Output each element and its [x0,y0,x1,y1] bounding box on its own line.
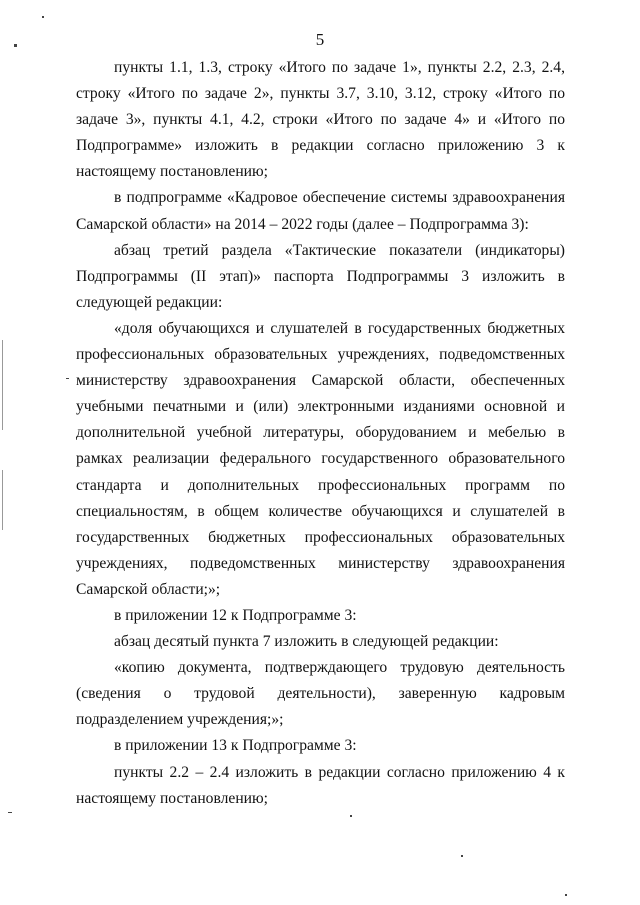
scan-dot [66,378,69,379]
page-number: 5 [315,30,325,49]
scan-dot [565,894,567,896]
scan-dot [14,44,17,47]
paragraph: абзац третий раздела «Тактические показатели (индикаторы) Подпрограммы (II этап)» паспорта Подпрограммы 3 изложить в следующей редакции: [76,241,565,311]
paragraph: пункты 1.1, 1.3, строку «Итого по задаче 1», пункты 2.2, 2.3, 2.4, строку «Итого по задаче 2», пункты 3.7, 3.10, 3.12, строку «Итого по задаче 3», пункты 4.1, 4.2, строки «Итого по задаче 4» и «Итого по Подпрограмме» изложить в редакции согласно приложению 3 к настоящему постановлению; [76,59,565,181]
scan-dot [42,16,44,18]
paragraph: пункты 2.2 – 2.4 изложить в редакции согласно приложению 4 к настоящему постановлению; [76,763,565,807]
scan-mark [2,470,3,530]
scan-mark [2,340,3,430]
paragraph: «доля обучающихся и слушателей в государственных бюджетных профессиональных образовательных учреждениях, подведомственных министерству здравоохранения Самарской области, обеспеченных учебными печатными и (или) электронными изданиями основной и дополнительной учебной литературы, оборудованием и мебелью в рамках реализации федерального государственного образовательного стандарта и дополнительных профессиональных программ по специальностям, в общем количестве обучающихся и слушателей в государственных бюджетных профессиональных образовательных учреждениях, подведомственных министерству здравоохранения Самарской области;»; [76,319,565,598]
paragraph: в приложении 13 к Подпрограмме 3: [114,737,357,755]
paragraph: в подпрограмме «Кадровое обеспечение системы здравоохранения Самарской области» на 2014 – 2022 годы (далее – Подпрограмма 3): [76,189,565,233]
scan-dot [350,815,352,817]
document-body [76,55,565,812]
scan-dot [8,812,12,813]
paragraph: в приложении 12 к Подпрограмме 3: [114,606,357,624]
paragraph: «копию документа, подтверждающего трудовую деятельность (сведения о трудовой деятельности), заверенную кадровым подразделением учреждения;»; [76,659,565,729]
scan-dot [461,855,463,857]
paragraph: абзац десятый пункта 7 изложить в следующей редакции: [114,633,499,651]
